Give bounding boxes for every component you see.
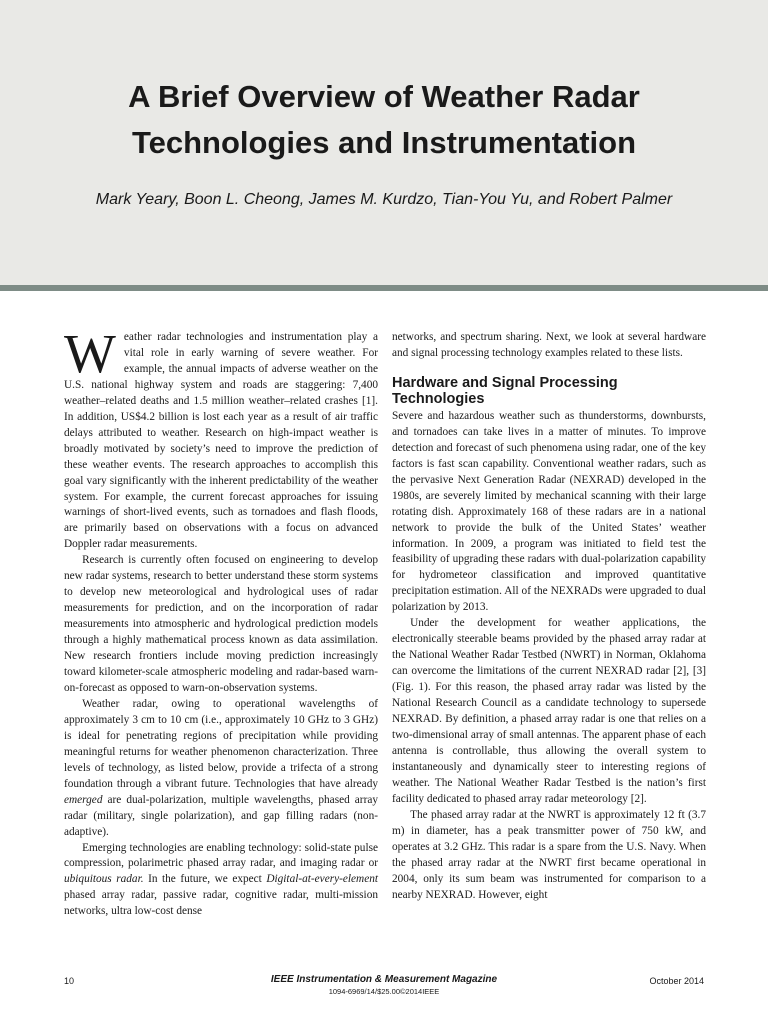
paragraph-emerging [64,841,378,921]
article-title [0,74,768,166]
text-run: Emerging technologies are enabling technology: solid-state pulse compression, polarimetric phased array radar, and imaging radar or [64,841,378,870]
magazine-name: IEEE Instrumentation & Measurement Magazine [270,974,498,985]
text-run: are dual-polarization, multiple wavelengths, phased array radar (military, single polarization), and gap filling radars (non-adaptive). [64,793,378,838]
header-divider [0,285,768,291]
right-column [392,330,706,903]
title-line-1: A Brief Overview of Weather Radar [128,79,640,114]
emphasis-text: Digital-at-every-element [266,873,379,886]
emphasis-text: emerged [64,793,103,806]
paragraph-weather-radar [64,697,378,841]
issue-date: October 2014 [649,976,704,986]
text-run: Weather radar, owing to operational wavelengths of approximately 3 cm to 10 cm (i.e., approximately 10 GHz to 3 GHz) is ideal for penetrating regions of precipitation while providing meaningful returns for weather phenomenon characterization. Three levels of technology, as listed below, provide a trifecta of a strong foundation through a vibrant future. Technologies that have already [64,697,378,790]
paragraph-phased-array: Under the development for weather applications, the electronically steerable beams provided by the phased array radar at the National Weather Radar Testbed (NWRT) in Norman, Oklahoma can overcome the limitations of the current NEXRAD radar [2], [3] (Fig. 1). For this reason, the phased array radar was listed by the National Research Council as a candidate technology to supersede NEXRAD. By definition, a phased array radar is one that relies on a two-dimensional array of small antennas. The apparent phase of each antenna is controllable, thus allowing the overall system to instantaneously and dynamically steer to interesting regions of weather. The National Weather Radar Testbed is the nation’s first facility dedicated to phased array radar meteorology [2]. [392,617,706,805]
section-heading: Hardware and Signal Processing Technologies [392,374,618,407]
title-line-2: Technologies and Instrumentation [131,125,637,160]
paragraph-continued: networks, and spectrum sharing. Next, we look at several hardware and signal processing technology examples related to these lists. [392,331,706,359]
paragraph-severe-weather: Severe and hazardous weather such as thunderstorms, downbursts, and tornadoes can take lives in a matter of minutes. To improve detection and forecast of such phenomena using radar, one of the key factors is fast scan capability. Conventional weather radars, such as the pervasive Next Generation Radar (NEXRAD) developed in the 1980s, are severely limited by mechanical scanning with their large rotating dish. Approximately 168 of these radars are in a national network to provide the bulk of the United States’ weather information. In 2009, a program was initiated to field test the feasibility of upgrading these radars with dual-polarization capability for hydrometeor classification and improved quantitative precipitation estimation. All of the NEXRADs were upgraded to dual polarization by 2013. [392,409,706,614]
drop-cap: W [64,323,116,384]
paragraph-intro [64,323,378,553]
paragraph-nwrt: The phased array radar at the NWRT is approximately 12 ft (3.7 m) in diameter, has a peak transmitter power of 750 kW, and operates at 3.2 GHz. This radar is a spare from the U.S. Navy. When the phased array radar at the NWRT first became operational in 2004, only its sum beam was instrumented for comparison to a nearby NEXRAD. However, eight [392,808,706,901]
emphasis-text: ubiquitous radar. [64,873,144,886]
text-run: phased array radar, passive radar, cognitive radar, multi-mission networks, ultra low-cost dense [64,889,378,918]
text-run: In the future, we expect [143,873,267,886]
author-list: Mark Yeary, Boon L. Cheong, James M. Kurdzo, Tian-You Yu, and Robert Palmer [95,191,673,208]
page-number: 10 [64,976,75,986]
paragraph-research: Research is currently often focused on engineering to develop new radar systems, research to better understand these storm systems to develop new meteorological and hydrological uses of radar measurements for prediction, and on the incorporation of radar measurements into atmospheric and hydrological prediction models through a highly mathematical process known as data assimilation. New research frontiers include moving prediction increasingly toward kilometer-scale atmospheric modeling and radar-based warn-on-forecast as opposed to warn-on-observation systems. [64,554,378,694]
issn-line: 1094-6969/14/$25.00©2014IEEE [328,987,440,996]
left-column [64,323,379,920]
paragraph-intro-text: eather radar technologies and instrumentation play a vital role in early warning of severe weather. For example, the annual impacts of adverse weather on the U.S. national highway system and roads are staggering: 7,400 weather–related deaths and 1.5 million weather–related crashes [1]. In addition, US$4.2 billion is lost each year as a result of air traffic delays attributed to weather. Research on high-impact weather is broadly motivated by society’s need to improve the prediction of these weather events. The research approaches to accomplish this goal vary significantly with the inherent predictability of the weather system. For example, the current forecast approaches for issuing warnings of short-lived events, such as tornadoes and flash floods, are primarily based on observations with a focus on advanced Doppler radar measurements. [64,331,378,551]
